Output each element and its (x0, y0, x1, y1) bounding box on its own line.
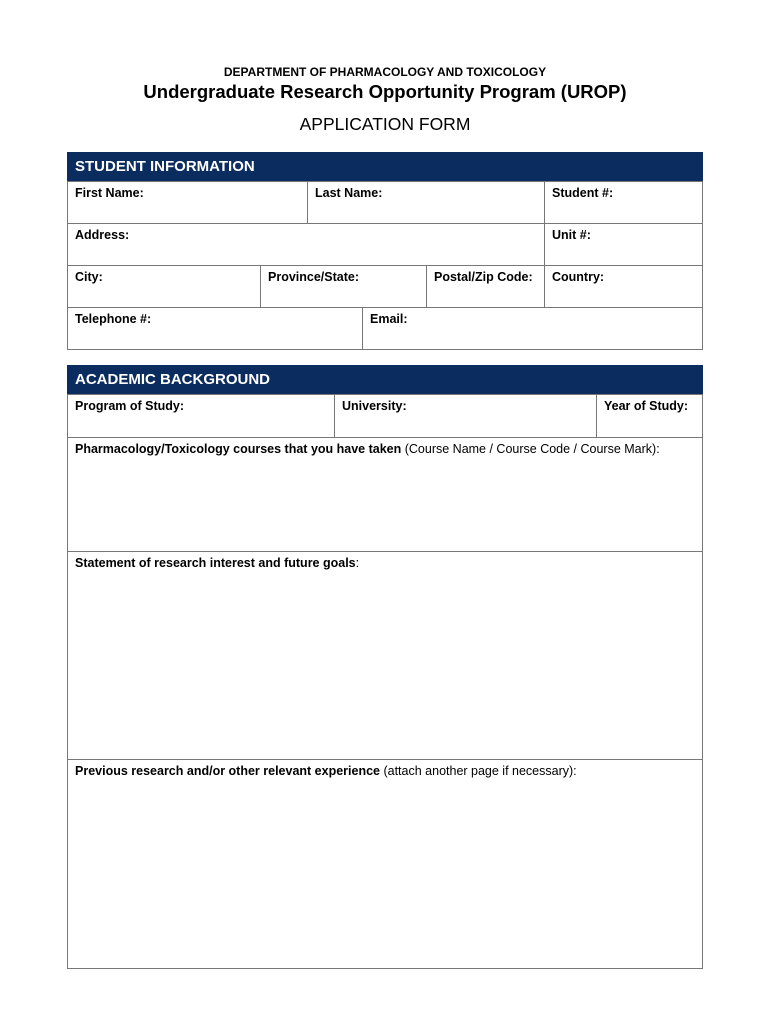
address-field[interactable] (74, 246, 538, 262)
program-of-study-label: Program of Study: (75, 399, 185, 413)
program-of-study-field[interactable] (74, 418, 328, 434)
country-field[interactable] (551, 288, 696, 304)
experience-note: (attach another page if necessary): (380, 764, 577, 778)
academic-background-header: ACADEMIC BACKGROUND (67, 365, 703, 395)
telephone-cell (67, 307, 363, 350)
country-cell (544, 265, 703, 308)
first-name-label: First Name: (75, 186, 144, 200)
last-name-label: Last Name: (315, 186, 383, 200)
city-cell (67, 265, 261, 308)
academic-background-section (67, 365, 703, 969)
courses-label: Pharmacology/Toxicology courses that you have taken (75, 442, 402, 456)
courses-note: (Course Name / Course Code / Course Mark): (401, 442, 660, 456)
unit-number-field[interactable] (551, 246, 696, 262)
province-state-label: Province/State: (268, 270, 360, 284)
first-name-cell (67, 181, 308, 224)
year-of-study-cell (596, 394, 703, 438)
telephone-label: Telephone #: (75, 312, 152, 326)
statement-cell (67, 551, 703, 760)
department-heading: DEPARTMENT OF PHARMACOLOGY AND TOXICOLOGY (223, 65, 547, 79)
experience-label: Previous research and/or other relevant experience (75, 764, 380, 778)
email-field[interactable] (369, 330, 696, 346)
student-number-cell (544, 181, 703, 224)
email-label: Email: (370, 312, 408, 326)
last-name-cell (307, 181, 545, 224)
first-name-field[interactable] (74, 204, 301, 220)
address-label: Address: (75, 228, 130, 242)
student-number-label: Student #: (552, 186, 614, 200)
university-label: University: (342, 399, 407, 413)
last-name-field[interactable] (314, 204, 538, 220)
address-cell (67, 223, 545, 266)
university-field[interactable] (341, 418, 590, 434)
postal-zip-cell (426, 265, 545, 308)
statement-field[interactable] (74, 576, 696, 753)
city-field[interactable] (74, 288, 254, 304)
year-of-study-field[interactable] (603, 418, 696, 434)
student-information-header: STUDENT INFORMATION (67, 152, 703, 182)
statement-note: : (355, 556, 360, 570)
year-of-study-label: Year of Study: (604, 399, 689, 413)
courses-cell (67, 437, 703, 552)
province-state-field[interactable] (267, 288, 420, 304)
unit-number-label: Unit #: (552, 228, 591, 242)
courses-field[interactable] (74, 462, 696, 545)
statement-label: Statement of research interest and future goals (75, 556, 356, 570)
telephone-field[interactable] (74, 330, 356, 346)
experience-cell (67, 759, 703, 969)
student-number-field[interactable] (551, 204, 696, 220)
city-label: City: (75, 270, 103, 284)
program-of-study-cell (67, 394, 335, 438)
program-title: Undergraduate Research Opportunity Program (UROP) (143, 81, 627, 102)
student-information-section (67, 152, 703, 350)
postal-zip-label: Postal/Zip Code: (434, 270, 533, 284)
country-label: Country: (552, 270, 605, 284)
experience-field[interactable] (74, 784, 696, 962)
email-cell (362, 307, 703, 350)
postal-zip-field[interactable] (433, 288, 538, 304)
university-cell (334, 394, 597, 438)
unit-number-cell (544, 223, 703, 266)
form-title: APPLICATION FORM (299, 114, 471, 134)
province-state-cell (260, 265, 427, 308)
